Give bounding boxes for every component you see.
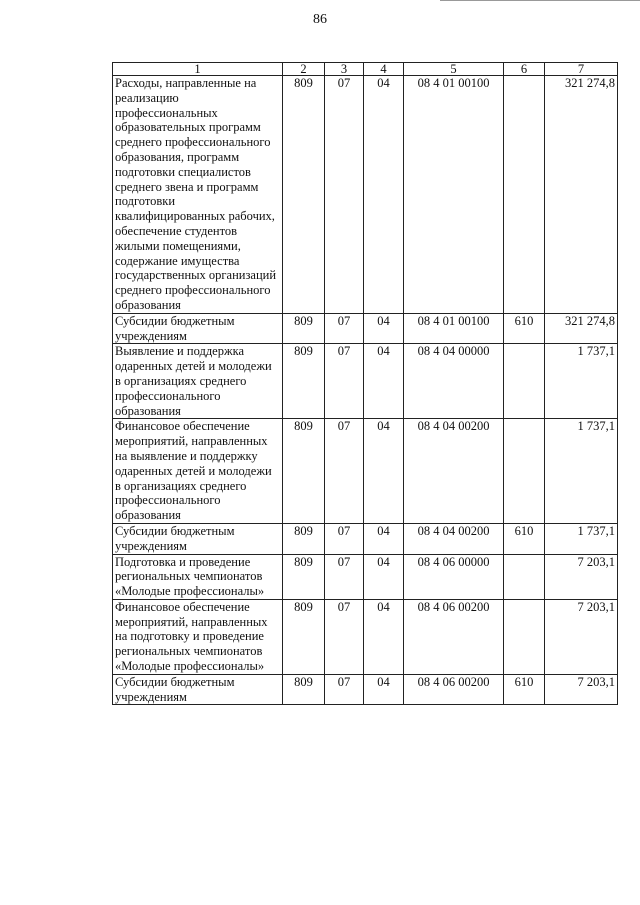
section-code-cell: 07 — [325, 554, 364, 599]
section-code-cell: 07 — [325, 419, 364, 524]
expense-type-cell — [504, 344, 545, 419]
scan-edge-line — [440, 0, 640, 1]
target-article-cell: 08 4 06 00200 — [404, 599, 504, 674]
column-header: 5 — [404, 63, 504, 76]
expense-name-cell: Субсидии бюджетным учреждениям — [113, 523, 283, 554]
table-row — [113, 523, 618, 554]
column-header: 3 — [325, 63, 364, 76]
expense-type-cell: 610 — [504, 523, 545, 554]
amount-cell: 7 203,1 — [545, 674, 618, 705]
table-row — [113, 76, 618, 314]
table-row — [113, 554, 618, 599]
amount-cell: 321 274,8 — [545, 76, 618, 314]
expense-type-cell — [504, 599, 545, 674]
ministry-code-cell: 809 — [283, 344, 325, 419]
section-code-cell: 07 — [325, 313, 364, 344]
subsection-code-cell: 04 — [364, 674, 404, 705]
amount-cell: 7 203,1 — [545, 554, 618, 599]
column-header: 1 — [113, 63, 283, 76]
expense-type-cell — [504, 76, 545, 314]
column-header: 7 — [545, 63, 618, 76]
section-code-cell: 07 — [325, 76, 364, 314]
amount-cell: 1 737,1 — [545, 523, 618, 554]
ministry-code-cell: 809 — [283, 523, 325, 554]
amount-cell: 1 737,1 — [545, 344, 618, 419]
subsection-code-cell: 04 — [364, 76, 404, 314]
table-header-row — [113, 63, 618, 76]
section-code-cell: 07 — [325, 674, 364, 705]
expense-type-cell: 610 — [504, 674, 545, 705]
amount-cell: 321 274,8 — [545, 313, 618, 344]
subsection-code-cell: 04 — [364, 313, 404, 344]
expense-name-cell: Расходы, направленные на реализацию профессиональных образовательных программ среднего профессионального образования, программ подготовки специалистов среднего звена и программ подготовки квалифицированных рабочих, обеспечение студентов жилыми помещениями, содержание имущества государственных организаций среднего профессионального образования — [113, 76, 283, 314]
expense-name-cell: Финансовое обеспечение мероприятий, направленных на подготовку и проведение региональных чемпионатов «Молодые профессионалы» — [113, 599, 283, 674]
expense-type-cell: 610 — [504, 313, 545, 344]
target-article-cell: 08 4 06 00200 — [404, 674, 504, 705]
section-code-cell: 07 — [325, 599, 364, 674]
ministry-code-cell: 809 — [283, 599, 325, 674]
section-code-cell: 07 — [325, 344, 364, 419]
section-code-cell: 07 — [325, 523, 364, 554]
target-article-cell: 08 4 01 00100 — [404, 76, 504, 314]
page-number: 86 — [313, 12, 327, 27]
target-article-cell: 08 4 04 00200 — [404, 419, 504, 524]
target-article-cell: 08 4 04 00200 — [404, 523, 504, 554]
expense-name-cell: Субсидии бюджетным учреждениям — [113, 674, 283, 705]
target-article-cell: 08 4 04 00000 — [404, 344, 504, 419]
ministry-code-cell: 809 — [283, 313, 325, 344]
ministry-code-cell: 809 — [283, 554, 325, 599]
table-row — [113, 419, 618, 524]
subsection-code-cell: 04 — [364, 344, 404, 419]
subsection-code-cell: 04 — [364, 523, 404, 554]
amount-cell: 1 737,1 — [545, 419, 618, 524]
expense-name-cell: Подготовка и проведение региональных чемпионатов «Молодые профессионалы» — [113, 554, 283, 599]
expense-name-cell: Финансовое обеспечение мероприятий, направленных на выявление и поддержку одаренных детей и молодежи в организациях среднего профессионального образования — [113, 419, 283, 524]
expense-name-cell: Выявление и поддержка одаренных детей и молодежи в организациях среднего профессионального образования — [113, 344, 283, 419]
target-article-cell: 08 4 01 00100 — [404, 313, 504, 344]
expense-type-cell — [504, 554, 545, 599]
subsection-code-cell: 04 — [364, 419, 404, 524]
subsection-code-cell: 04 — [364, 599, 404, 674]
table-row — [113, 313, 618, 344]
ministry-code-cell: 809 — [283, 419, 325, 524]
ministry-code-cell: 809 — [283, 674, 325, 705]
column-header: 6 — [504, 63, 545, 76]
table-row — [113, 599, 618, 674]
column-header: 4 — [364, 63, 404, 76]
subsection-code-cell: 04 — [364, 554, 404, 599]
expense-name-cell: Субсидии бюджетным учреждениям — [113, 313, 283, 344]
table-row — [113, 674, 618, 705]
budget-table — [112, 62, 618, 705]
ministry-code-cell: 809 — [283, 76, 325, 314]
table-row — [113, 344, 618, 419]
target-article-cell: 08 4 06 00000 — [404, 554, 504, 599]
amount-cell: 7 203,1 — [545, 599, 618, 674]
column-header: 2 — [283, 63, 325, 76]
expense-type-cell — [504, 419, 545, 524]
